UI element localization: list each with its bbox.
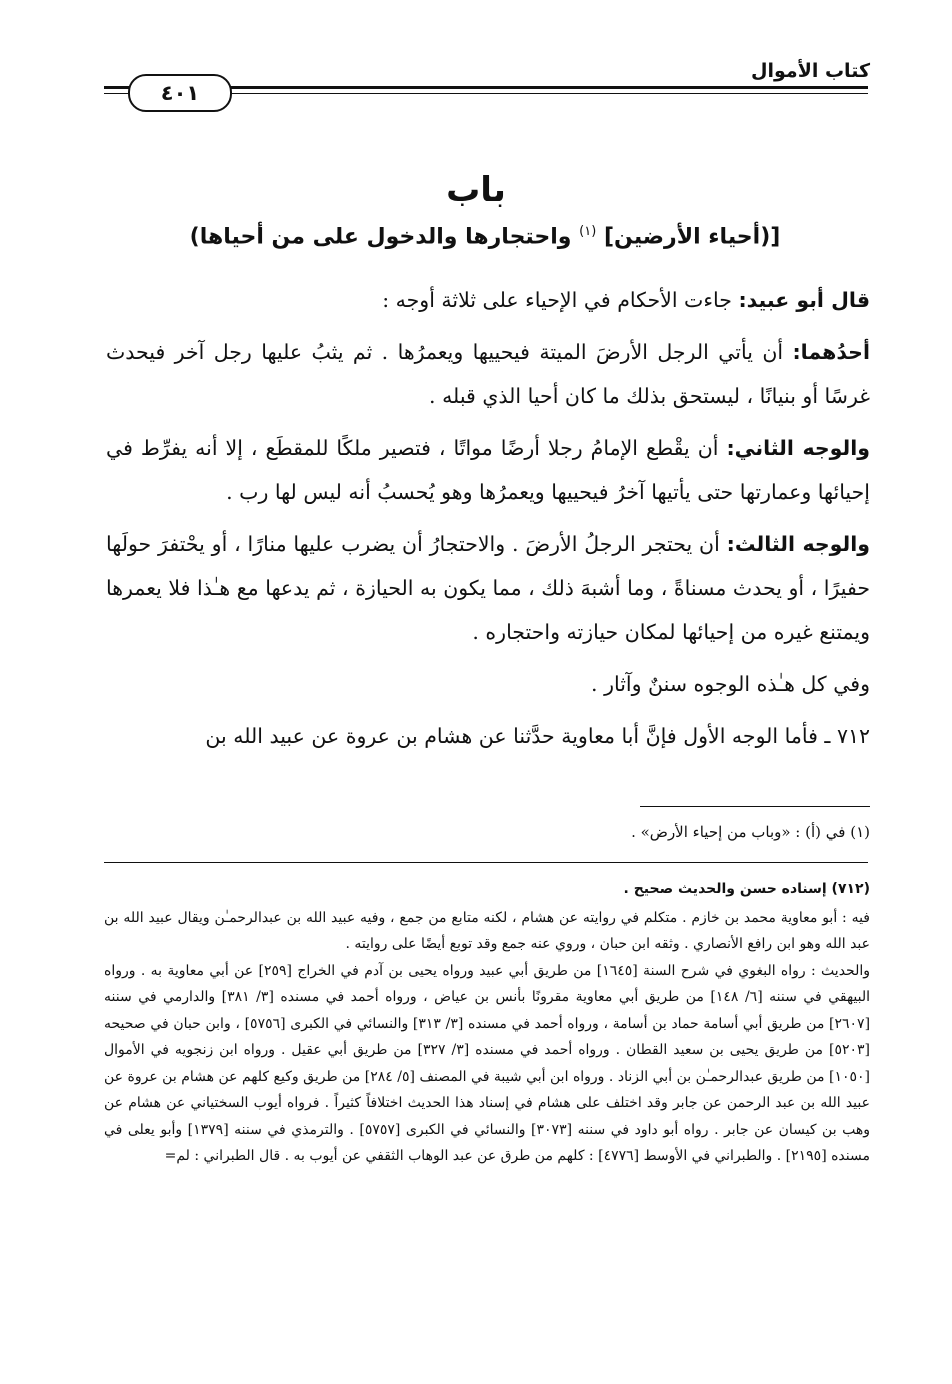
chapter-subtitle-part-a: [(أحياء الأرضين]	[603, 224, 781, 250]
paragraph	[106, 426, 870, 514]
paragraph-lead: والوجه الثالث:	[726, 532, 870, 556]
paragraph-lead: قال أبو عبيد:	[738, 288, 870, 312]
paragraph-text: أن يقْطع الإمامُ رجلا أرضًا مواتًا ، فتصير ملكًا للمقطَع ، إلا أنه يفرِّط في إحيائها وعمارتها حتى يأتيها آخرُ فيحييها ويعمرُها وهو يُحسبُ أنه ليس لها رب .	[106, 436, 870, 504]
chapter-title: باب	[446, 170, 506, 210]
paragraph	[106, 522, 870, 654]
page-number: ٤٠١	[128, 74, 232, 112]
paragraph-lead: أحدُهما:	[792, 340, 870, 364]
takhrij-paragraph: فيه : أبو معاوية محمد بن خازم . متكلم في روايته عن هشام ، لكنه متابع من جمع ، وفيه عبيد الله بن عبدالرحمـٰن ويقال عبيد الله بن عبد الله وهو ابن رافع الأنصاري . وثقه ابن حبان ، وروي عنه جمع وقد توبع أيضًا على روايته .	[104, 909, 870, 952]
chapter-subtitle	[100, 224, 870, 249]
takhrij-paragraph: والحديث : رواه البغوي في شرح السنة [١٦٤٥] من طريق أبي عبيد ورواه يحيى بن آدم في الخراج [٢٥٩] عن أبي معاوية به . ورواه البيهقي في سننه [٦/ ١٤٨] من طريق أبي معاوية مقرونًا بأنس بن عياض ، ورواه أحمد في مسنده [٣/ ٣٨١] والدارمي في سننه [٢٦٠٧] من طريق أبي أسامة حماد بن أسامة ، ورواه أحمد في مسنده [٣/ ٣١٣] والنسائي في الكبرى [٥٧٥٦] ، وابن حبان في صحيحه [٥٢٠٣] من طريق يحيى بن سعيد القطان . ورواه أحمد في مسنده [٣/ ٣٢٧] من طريق أبي عقيل . ورواه ابن زنجويه في الأموال [١٠٥٠] من طريق عبدالرحمـٰن بن أبي الزناد . ورواه ابن أبي شيبة في المصنف [٥/ ٢٨٤] من طريق وكيع كلهم عن هشام بن عروة عن عبيد الله بن عبد الرحمن عن جابر وقد اختلف على هشام في إسناد هذا الحديث اختلافاً كثيراً . فرواه أيوب السختياني عن هشام عن وهب بن كيسان عن جابر . رواه أبو داود في سننه [٣٠٧٣] والنسائي في الكبرى [٥٧٥٧] . والترمذي في سننه [١٣٧٩] وأبو يعلى في مسنده [٢١٩٥] . والطبراني في الأوسط [٤٧٧٦] : كلهم من طرق عن عبد الوهاب الثقفي عن أيوب به . قال الطبراني : لم=	[104, 962, 871, 1164]
chapter-subtitle-footnote-ref: (١)	[579, 224, 597, 239]
paragraph	[106, 714, 870, 758]
footnote-rule	[640, 806, 870, 807]
paragraph-text: ٧١٢ ـ فأما الوجه الأول فإنَّ أبا معاوية حدَّثنا عن هشام بن عروة عن عبيد الله بن	[205, 724, 870, 748]
running-header-title: كتاب الأموال	[751, 60, 870, 82]
paragraph	[106, 278, 870, 322]
paragraph-text: وفي كل هـٰذه الوجوه سننٌ وآثار .	[591, 672, 870, 696]
main-text	[106, 278, 870, 766]
paragraph-lead: والوجه الثاني:	[726, 436, 870, 460]
chapter-subtitle-part-b: واحتجارها والدخول على من أحياها)	[189, 224, 572, 250]
footnote-1: (١) في (أ) : «وباب من إحياء الأرض» .	[631, 823, 870, 841]
paragraph-text: جاءت الأحكام في الإحياء على ثلاثة أوجه :	[382, 288, 732, 312]
paragraph	[106, 662, 870, 706]
takhrij-heading: (٧١٢) إسناده حسن والحديث صحيح .	[623, 881, 870, 897]
paragraph-text: أن يأتي الرجل الأرضَ الميتة فيحييها ويعمرُها . ثم يثبُ عليها رجل آخر فيحدث غرسًا أو بنيانًا ، ليستحق بذلك ما كان أحيا الذي قبله .	[106, 340, 870, 408]
takhrij-rule	[104, 862, 868, 863]
paragraph	[106, 330, 870, 418]
hadith-takhrij	[104, 876, 870, 1170]
paragraph-text: أن يحتجر الرجلُ الأرضَ . والاحتجارُ أن يضرب عليها منارًا ، أو يحْتفرَ حولَها حفيرًا ، أو يحدث مسناةً ، وما أشبهَ ذلك ، مما يكون به الحيازة ، ثم يدعها مع هـٰذا فلا يعمرها ويمتنع غيره من إحيائها لمكان حيازته واحتجاره .	[106, 532, 870, 644]
